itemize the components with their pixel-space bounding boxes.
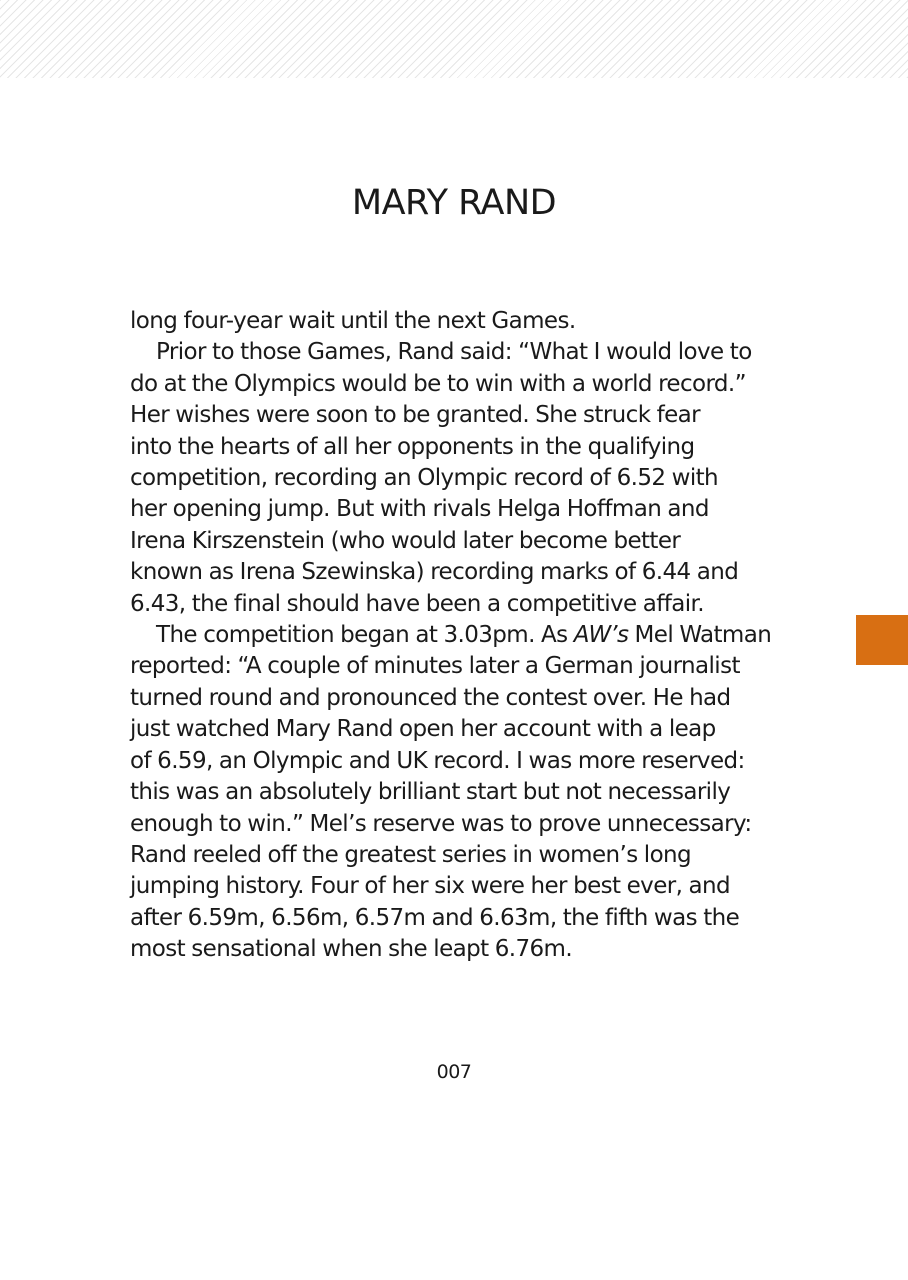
body-line: turned round and pronounced the contest over. He had (130, 684, 731, 711)
body-line: after 6.59m, 6.56m, 6.57m and 6.63m, the fifth was the (130, 904, 740, 931)
body-line: known as Irena Szewinska) recording marks of 6.44 and (130, 559, 739, 586)
header-hatch-band (0, 0, 908, 78)
body-line: reported: “A couple of minutes later a German journalist (130, 653, 740, 680)
publication-name: AW’s (573, 622, 629, 649)
body-line: Irena Kirszenstein (who would later become better (130, 527, 681, 554)
body-line: do at the Olympics would be to win with a world record.” (130, 370, 746, 397)
body-line: just watched Mary Rand open her account with a leap (130, 716, 716, 743)
body-line: this was an absolutely brilliant start but not necessarily (130, 779, 731, 806)
chapter-title: MARY RAND (351, 183, 557, 223)
body-line: Prior to those Games, Rand said: “What I would love to (156, 339, 752, 366)
body-line: into the hearts of all her opponents in the qualifying (130, 433, 695, 460)
body-line: Her wishes were soon to be granted. She struck fear (130, 402, 701, 429)
chapter-thumb-tab (856, 615, 908, 665)
body-line (130, 620, 790, 651)
body-line: her opening jump. But with rivals Helga Hoffman and (130, 496, 709, 523)
body-line: competition, recording an Olympic record of 6.52 with (130, 465, 719, 492)
body-line: of 6.59, an Olympic and UK record. I was more reserved: (130, 747, 745, 774)
body-line: most sensational when she leapt 6.76m. (130, 936, 573, 963)
body-line: jumping history. Four of her six were her best ever, and (130, 873, 730, 900)
page-number: 007 (436, 1061, 472, 1083)
body-line: enough to win.” Mel’s reserve was to prove unnecessary: (130, 810, 752, 837)
body-line-text: Mel Watman (628, 622, 772, 649)
body-line: 6.43, the final should have been a competitive affair. (130, 590, 704, 617)
body-line-text: The competition began at 3.03pm. As (156, 622, 574, 649)
body-line: long four-year wait until the next Games. (130, 308, 576, 334)
body-line: Rand reeled off the greatest series in women’s long (130, 841, 692, 868)
body-text (130, 306, 790, 966)
